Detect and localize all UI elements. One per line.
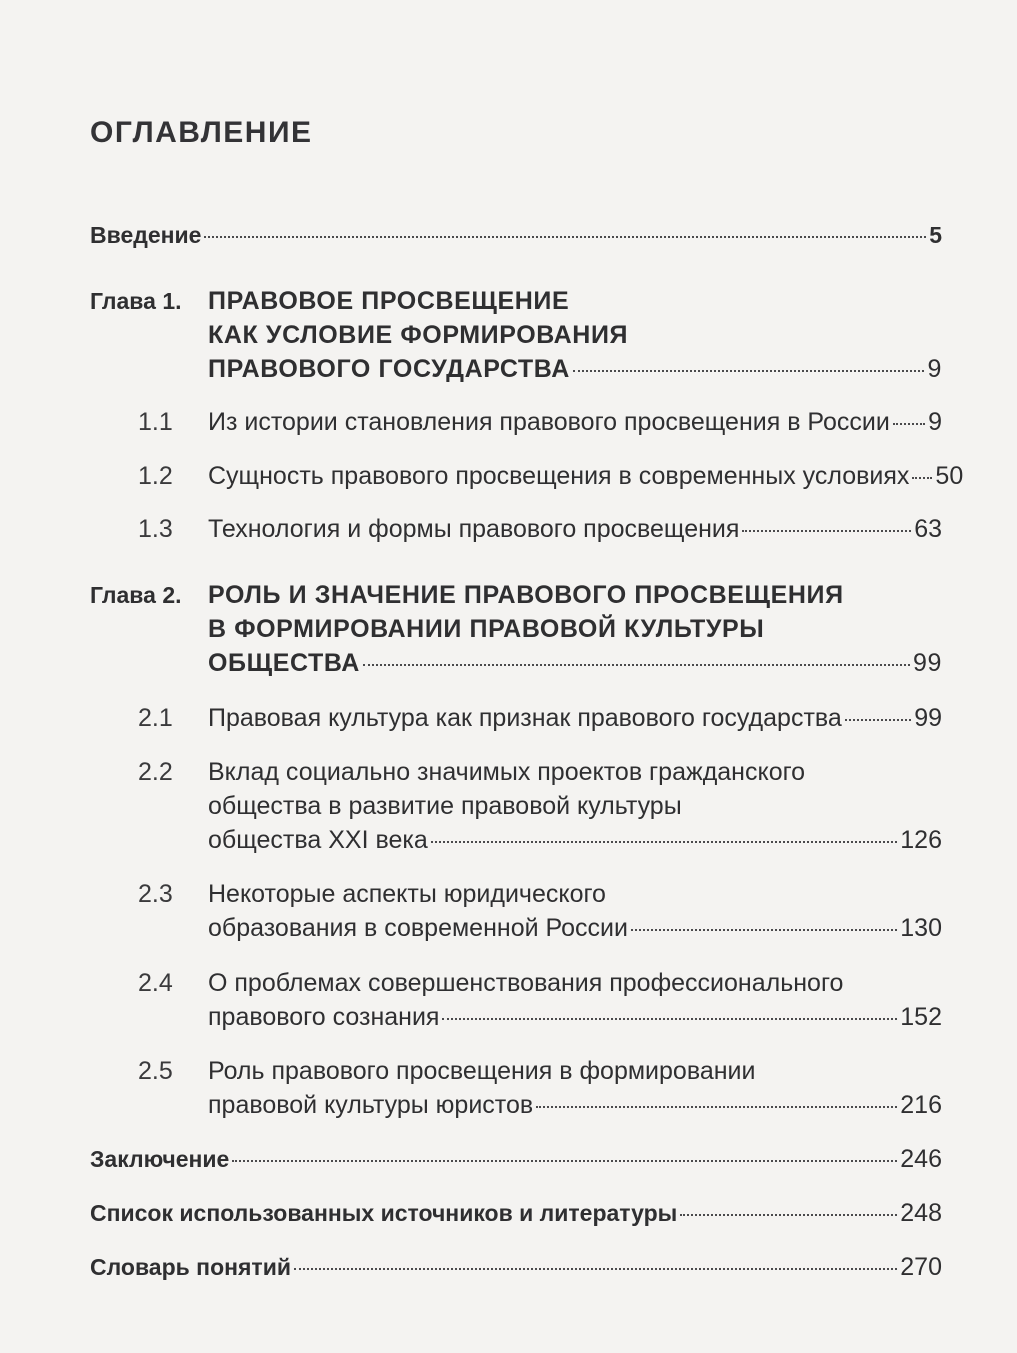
section-number: 2.4	[138, 969, 173, 997]
chapter-title-line: В ФОРМИРОВАНИИ ПРАВОВОЙ КУЛЬТУРЫ	[208, 615, 765, 643]
dot-leader	[573, 370, 925, 372]
dot-leader	[204, 236, 926, 238]
entry-label: Словарь понятий	[90, 1254, 291, 1280]
toc-entry-chapter-2[interactable]	[208, 646, 942, 680]
page-number: 246	[900, 1145, 942, 1173]
toc-entry-section-1-2[interactable]	[208, 459, 964, 493]
dot-leader	[431, 841, 898, 843]
dot-leader	[631, 929, 897, 931]
page-number: 130	[900, 914, 942, 942]
page-number: 9	[928, 408, 942, 436]
toc-entry-conclusion[interactable]	[90, 1142, 942, 1176]
section-number: 1.1	[138, 408, 173, 436]
section-title-line: Вклад социально значимых проектов гражданского	[208, 758, 806, 786]
dot-leader	[912, 477, 932, 479]
chapter-title-line: КАК УСЛОВИЕ ФОРМИРОВАНИЯ	[208, 321, 629, 349]
chapter-label: Глава 1.	[90, 288, 182, 314]
page-number: 270	[900, 1253, 942, 1281]
section-title: Из истории становления правового просвещения в России	[208, 408, 890, 436]
toc-entry-section-1-1[interactable]	[208, 405, 942, 439]
section-title-line: О проблемах совершенствования профессионального	[208, 969, 844, 997]
page-number: 50	[935, 462, 964, 490]
section-number: 2.1	[138, 704, 173, 732]
toc-entry-section-2-2[interactable]	[208, 823, 942, 857]
section-title-line: общества в развитие правовой культуры	[208, 792, 682, 820]
page-number: 99	[912, 649, 942, 677]
page-number: 248	[900, 1199, 942, 1227]
page-number: 63	[914, 515, 942, 543]
entry-label: Введение	[90, 222, 202, 248]
section-title-line: правовой культуры юристов	[208, 1091, 534, 1119]
page-title: ОГЛАВЛЕНИЕ	[90, 116, 313, 149]
page-number: 216	[900, 1091, 942, 1119]
toc-entry-intro[interactable]	[90, 218, 942, 252]
toc-entry-sources[interactable]	[90, 1196, 942, 1230]
toc-entry-chapter-1[interactable]	[208, 352, 942, 386]
page-number: 5	[929, 222, 942, 248]
section-number: 1.2	[138, 462, 173, 490]
chapter-title-line: РОЛЬ И ЗНАЧЕНИЕ ПРАВОВОГО ПРОСВЕЩЕНИЯ	[208, 581, 844, 609]
section-number: 2.3	[138, 880, 173, 908]
page-number: 99	[914, 704, 942, 732]
section-title-line: Роль правового просвещения в формировании	[208, 1057, 756, 1085]
toc-entry-section-2-1[interactable]	[208, 701, 942, 735]
dot-leader	[845, 719, 911, 721]
section-number: 2.2	[138, 758, 173, 786]
dot-leader	[893, 423, 925, 425]
dot-leader	[536, 1106, 897, 1108]
page-number: 9	[927, 355, 942, 383]
chapter-title-line: ПРАВОВОЕ ПРОСВЕЩЕНИЕ	[208, 287, 570, 315]
chapter-title-line: ОБЩЕСТВА	[208, 649, 360, 677]
entry-label: Заключение	[90, 1146, 230, 1172]
section-title: Сущность правового просвещения в современных условиях	[208, 462, 910, 490]
toc-entry-section-2-4[interactable]	[208, 1000, 942, 1034]
chapter-label: Глава 2.	[90, 582, 182, 608]
section-title-line: правового сознания	[208, 1003, 440, 1031]
entry-label: Список использованных источников и литературы	[90, 1200, 678, 1226]
dot-leader	[232, 1160, 897, 1162]
dot-leader	[742, 530, 911, 532]
section-title: Правовая культура как признак правового государства	[208, 704, 842, 732]
dot-leader	[442, 1018, 897, 1020]
toc-entry-section-2-5[interactable]	[208, 1088, 942, 1122]
dot-leader	[680, 1214, 897, 1216]
toc-entry-glossary[interactable]	[90, 1250, 942, 1284]
toc-entry-section-1-3[interactable]	[208, 512, 942, 546]
dot-leader	[294, 1268, 897, 1270]
toc-entry-section-2-3[interactable]	[208, 911, 942, 945]
page-number: 126	[900, 826, 942, 854]
section-number: 1.3	[138, 515, 173, 543]
page-number: 152	[900, 1003, 942, 1031]
section-title-line: Некоторые аспекты юридического	[208, 880, 606, 908]
section-number: 2.5	[138, 1057, 173, 1085]
section-title-line: образования в современной России	[208, 914, 628, 942]
dot-leader	[363, 664, 910, 666]
chapter-title-line: ПРАВОВОГО ГОСУДАРСТВА	[208, 355, 570, 383]
section-title: Технология и формы правового просвещения	[208, 515, 740, 543]
section-title-line: общества XXI века	[208, 826, 428, 854]
